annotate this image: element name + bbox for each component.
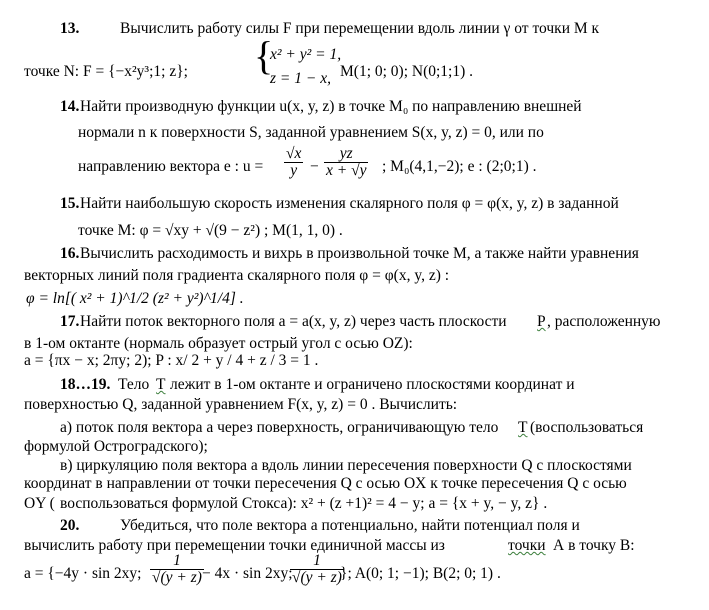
problem-20-line-1: Убедиться, что поле вектора a потенциально, найти потенциал поля и	[120, 517, 580, 534]
fraction-denominator: x + √y	[326, 162, 367, 179]
fraction-1-over-sqrt-y-plus-z-2	[290, 553, 344, 586]
problem-17-line-1b: , расположенную	[547, 313, 661, 330]
problem-13-line-2b: M(1; 0; 0); N(0;1;1) .	[340, 63, 474, 80]
problem-20-line-3a: a = {−4y · sin 2xy;	[24, 565, 142, 582]
problem-17-line-3: a = {πx − x; 2πy; 2); P : x/ 2 + y / 4 + z / 3 = 1 .	[24, 352, 319, 369]
problem-18-a-line-1: а) поток поля вектора a через поверхность, ограничивающую тело	[60, 419, 499, 436]
problem-20-line-2a: вычислить работу при перемещении точки единичной массы из	[24, 537, 445, 554]
fraction-denominator: √(y + z)	[152, 569, 202, 586]
fraction-numerator: 1	[150, 553, 204, 570]
problem-20-line-3b: − 4x · sin 2xy;	[202, 565, 293, 582]
body-t-label-2: T	[518, 419, 528, 436]
problem-18-b-line-3a: OY (	[24, 495, 55, 512]
problem-14-line-2: нормали n к поверхности S, заданной уравнением S(x, y, z) = 0, или по	[78, 124, 544, 141]
problem-18-19-number: 18…19.	[60, 376, 111, 393]
point-word: точки	[508, 537, 546, 554]
problem-18-line-1b: лежит в 1-ом октанте и ограничено плоскостями координат и	[170, 376, 575, 393]
problem-17-line-1a: Найти поток векторного поля a = a(x, y, z) через часть плоскости	[80, 313, 507, 330]
system-eq-2: z = 1 − x,	[270, 70, 331, 87]
problem-18-line-1a: Тело	[118, 376, 150, 393]
problem-13-line-1: Вычислить работу силы F при перемещении вдоль линии γ от точки М к	[120, 20, 600, 37]
body-t-label: T	[156, 376, 166, 393]
problem-18-a-line-2: (воспользоваться	[530, 419, 644, 436]
problem-14-line-3a: направлению вектора e : u =	[78, 158, 264, 175]
fraction-numerator: yz	[324, 146, 368, 163]
fraction-numerator: √x	[286, 145, 302, 162]
fraction-yz-over-x-plus-sqrt-y	[324, 146, 368, 179]
problem-15-line-2: точке М: φ = √xy + √(9 − z²) ; M(1, 1, 0) .	[78, 222, 343, 239]
problem-18-b-line-1: в) циркуляцию поля вектора a вдоль линии пересечения поверхности Q с плоскостями	[60, 457, 632, 474]
problem-16-number: 16.	[60, 245, 80, 262]
problem-13-number: 13.	[60, 20, 80, 37]
problem-20-line-2c: А в точку В:	[553, 537, 635, 554]
problem-17-number: 17.	[60, 313, 80, 330]
fraction-1-over-sqrt-y-plus-z	[150, 553, 204, 586]
problem-20-number: 20.	[60, 517, 80, 534]
problem-16-line-2: векторных линий поля градиента скалярного поля φ = φ(x, y, z) :	[24, 267, 450, 284]
problem-20-line-3c: }; A(0; 1; −1); B(2; 0; 1) .	[340, 565, 501, 582]
problem-14-line-3b: ; M₀(4,1,−2); e : (2;0;1) .	[382, 158, 537, 175]
problem-18-line-2: поверхностью Q, заданной уравнением F(x, y, z) = 0 . Вычислить:	[24, 396, 458, 413]
problem-13-line-2a: точке N: F = {−x²y³;1; z};	[24, 63, 188, 80]
problem-17-line-2: в 1-ом октанте (нормаль образует острый угол с осью OZ):	[24, 335, 413, 352]
plane-p-label: P	[537, 313, 546, 330]
problem-18-a-line-3: формулой Остроградского);	[24, 438, 208, 455]
problem-15-number: 15.	[60, 195, 80, 212]
fraction-denominator: y	[290, 162, 298, 179]
problem-14-number: 14.	[60, 98, 80, 115]
fraction-sqrt-x-over-y	[284, 146, 303, 179]
problem-14-line-1: Найти производную функции u(x, y, z) в точке M₀ по направлению внешней	[80, 98, 582, 115]
problem-18-b-line-2: координат в направлении от точки пересечения Q с осью OX к точке пересечения Q с осью	[24, 475, 627, 492]
problem-16-line-3: φ = ln[( x² + 1)^1/2 (z² + y²)^1/4] .	[26, 290, 244, 307]
problem-16-line-1: Вычислить расходимость и вихрь в произвольной точке М, а также найти уравнения	[80, 245, 639, 262]
problem-15-line-1: Найти наибольшую скорость изменения скалярного поля φ = φ(x, y, z) в заданной	[80, 195, 619, 212]
fraction-denominator: √(y + z)	[292, 569, 342, 586]
minus-sign: −	[310, 158, 319, 175]
fraction-numerator: 1	[290, 553, 344, 570]
system-eq-1: x² + y² = 1,	[270, 46, 342, 63]
problem-18-b-line-3b: воспользоваться формулой Стокса): x² + (z +1)² = 4 − y; a = {x + y, − y, z} .	[60, 495, 548, 512]
system-brace: {	[254, 33, 274, 78]
